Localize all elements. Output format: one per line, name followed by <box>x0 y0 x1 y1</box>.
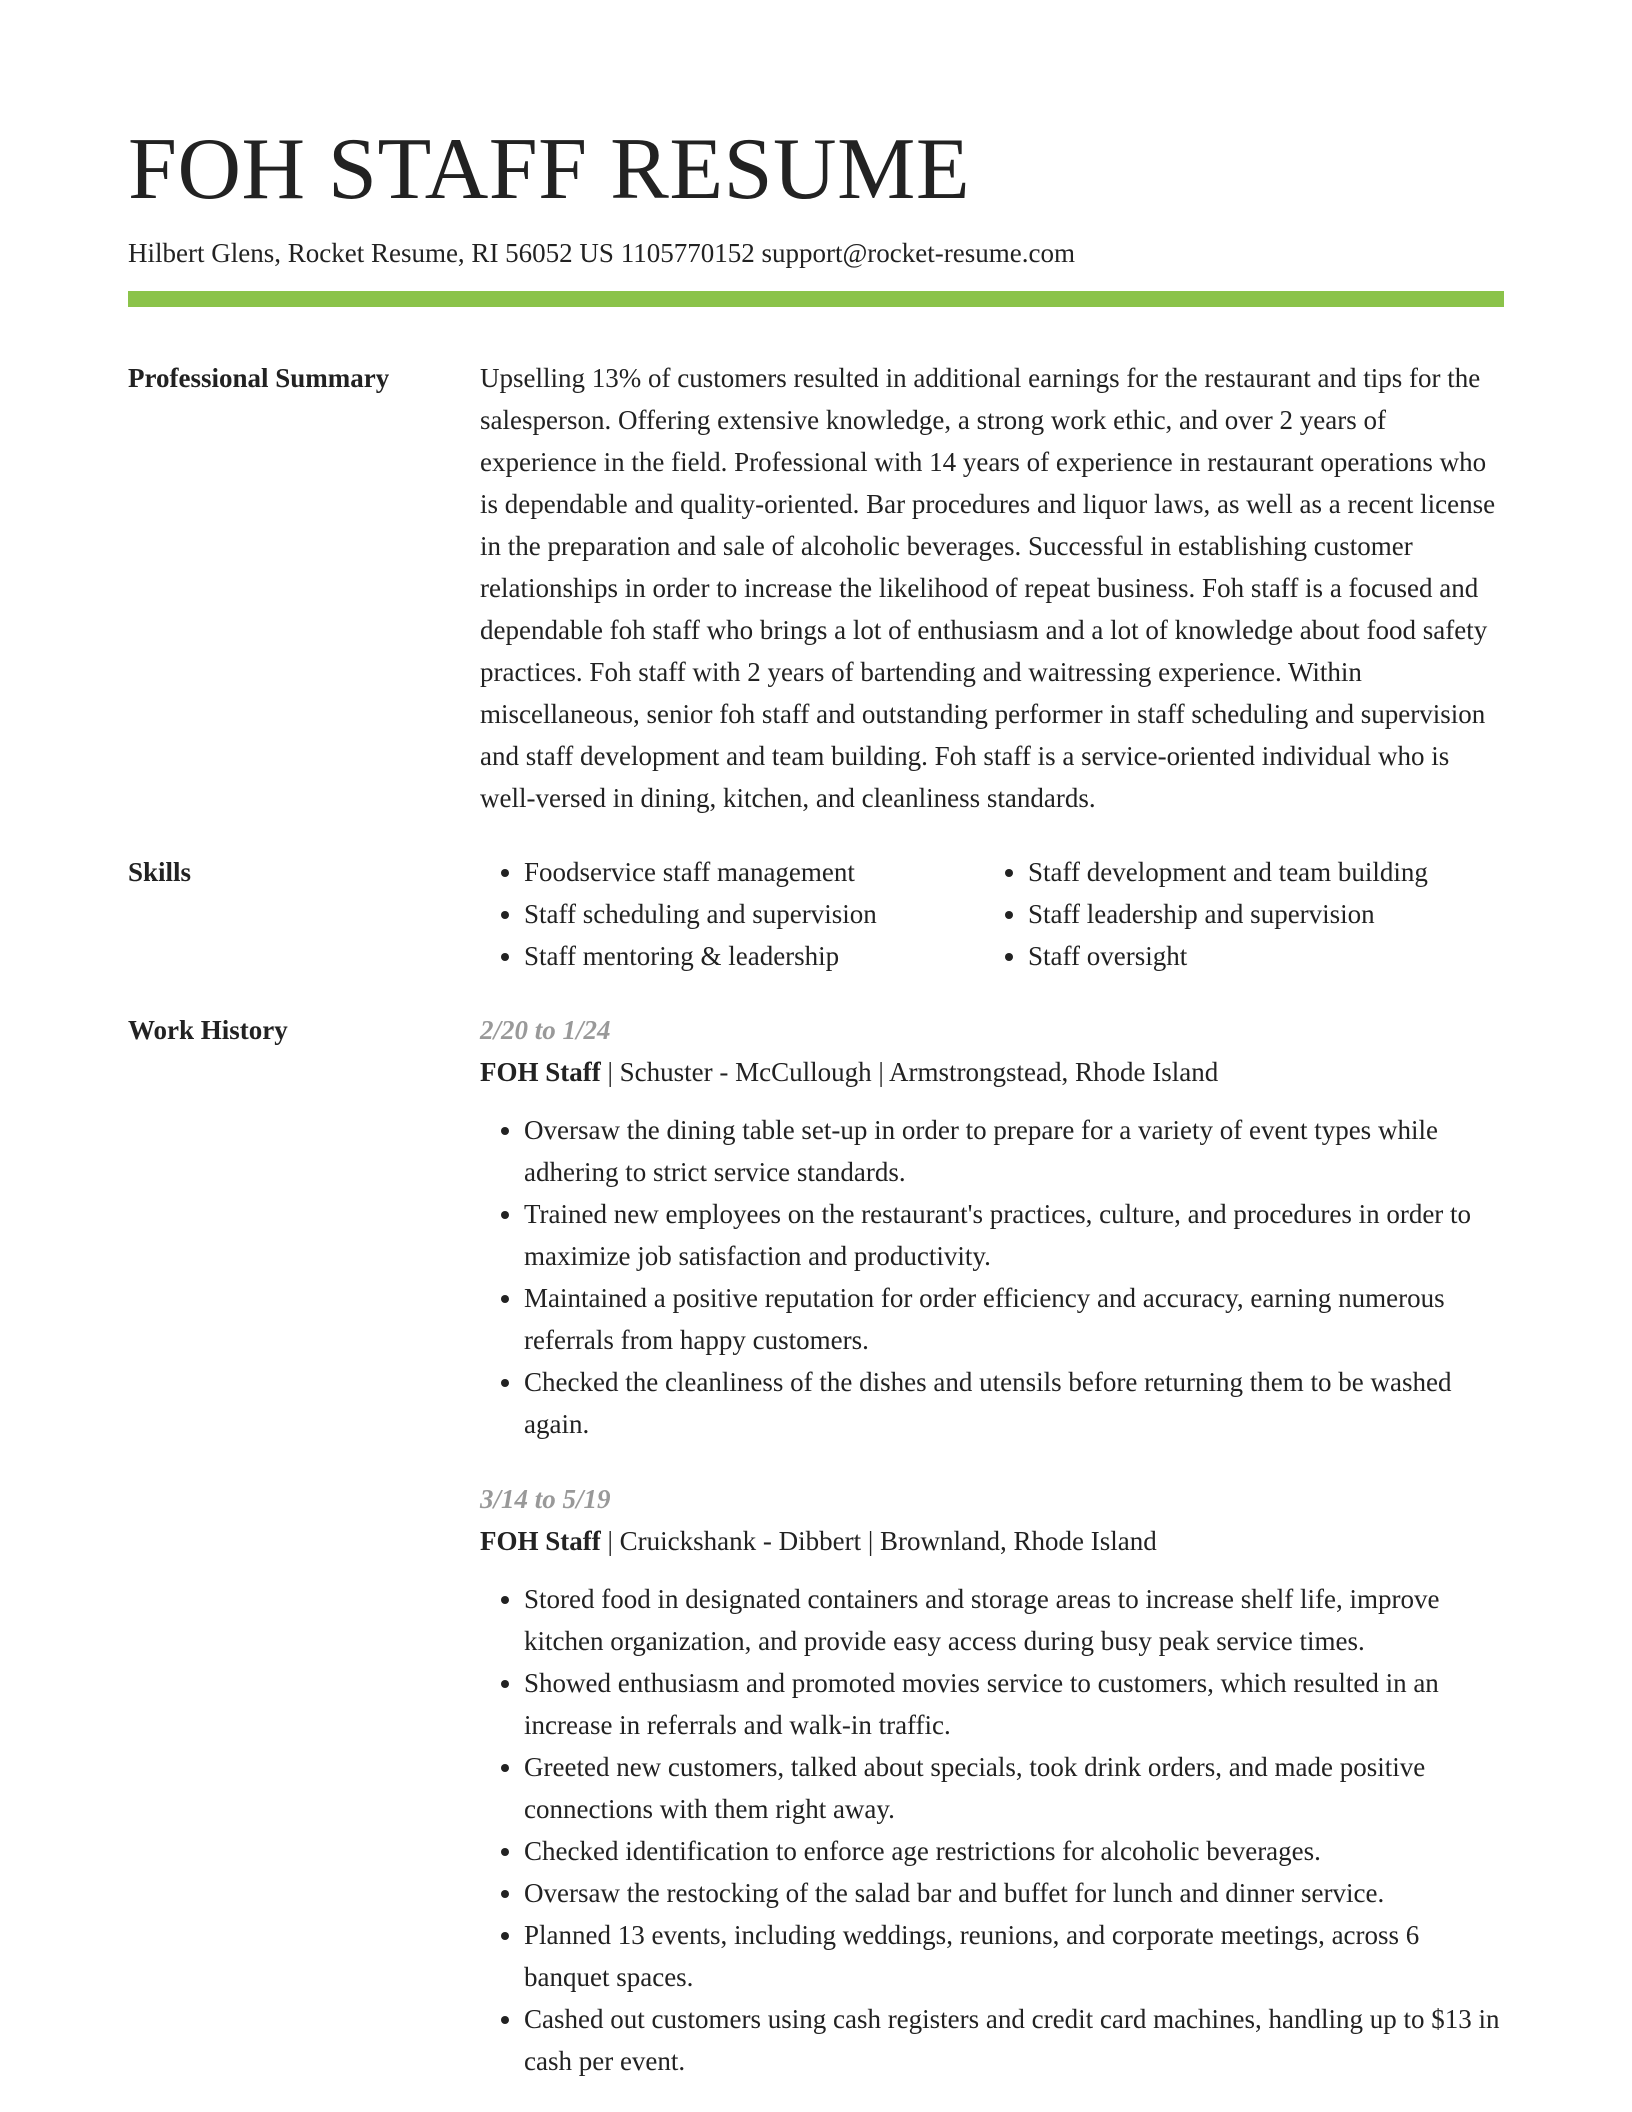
job-entry <box>480 1009 1504 1445</box>
job-bullet: • Oversaw the restocking of the salad bar and buffet for lunch and dinner service. <box>524 1872 1504 1914</box>
skill-item: • Staff mentoring & leadership <box>524 935 984 977</box>
page-title: FOH STAFF RESUME <box>128 121 971 218</box>
job-bullets <box>480 1578 1504 2082</box>
job-heading <box>480 1520 1504 1562</box>
skill-item: • Staff leadership and supervision <box>1028 893 1488 935</box>
job-entry <box>480 1478 1504 2082</box>
job-details: | Cruickshank - Dibbert | Brownland, Rhode Island <box>600 1526 1157 1556</box>
job-bullet: • Trained new employees on the restaurant's practices, culture, and procedures in order to maximize job satisfaction and productivity. <box>524 1193 1504 1277</box>
job-bullet: • Showed enthusiasm and promoted movies service to customers, which resulted in an increase in referrals and walk-in traffic. <box>524 1662 1504 1746</box>
resume-page <box>128 0 1504 2082</box>
header-divider <box>128 291 1504 307</box>
skills-column <box>984 851 1488 977</box>
section-label-summary: Professional Summary <box>128 363 390 393</box>
job-bullets <box>480 1109 1504 1445</box>
section-label-skills: Skills <box>128 857 192 887</box>
skills-column <box>480 851 984 977</box>
skill-item: • Staff development and team building <box>1028 851 1488 893</box>
job-bullet: • Oversaw the dining table set-up in order to prepare for a variety of event types while adhering to strict service standards. <box>524 1109 1504 1193</box>
contact-line: Hilbert Glens, Rocket Resume, RI 56052 US 1105770152 support@rocket-resume.com <box>128 238 1075 268</box>
job-dates: 3/14 to 5/19 <box>480 1484 611 1514</box>
work-history-section <box>128 1009 1504 2082</box>
skill-item: • Staff scheduling and supervision <box>524 893 984 935</box>
job-bullet: • Greeted new customers, talked about specials, took drink orders, and made positive connections with them right away. <box>524 1746 1504 1830</box>
job-dates: 2/20 to 1/24 <box>480 1015 611 1045</box>
job-bullet: • Checked identification to enforce age restrictions for alcoholic beverages. <box>524 1830 1504 1872</box>
job-bullet: • Cashed out customers using cash registers and credit card machines, handling up to $13 in cash per event. <box>524 1998 1504 2082</box>
job-bullet: • Planned 13 events, including weddings, reunions, and corporate meetings, across 6 banquet spaces. <box>524 1914 1504 1998</box>
skill-item: • Staff oversight <box>1028 935 1488 977</box>
skill-item: • Foodservice staff management <box>524 851 984 893</box>
job-bullet: • Checked the cleanliness of the dishes and utensils before returning them to be washed again. <box>524 1361 1504 1445</box>
professional-summary-section <box>128 357 1504 819</box>
section-label-work: Work History <box>128 1015 288 1045</box>
job-title: FOH Staff <box>480 1057 601 1087</box>
job-bullet: • Maintained a positive reputation for order efficiency and accuracy, earning numerous referrals from happy customers. <box>524 1277 1504 1361</box>
job-title: FOH Staff <box>480 1526 601 1556</box>
job-details: | Schuster - McCullough | Armstrongstead, Rhode Island <box>600 1057 1219 1087</box>
summary-text: Upselling 13% of customers resulted in additional earnings for the restaurant and tips for the salesperson. Offering extensive knowledge, a strong work ethic, and over 2 years of experience in the field. Professional with 14 years of experience in restaurant operations who is dependable and quality-oriented. Bar procedures and liquor laws, as well as a recent license in the preparation and sale of alcoholic beverages. Successful in establishing customer relationships in order to increase the likelihood of repeat business. Foh staff is a focused and dependable foh staff who brings a lot of enthusiasm and a lot of knowledge about food safety practices. Foh staff with 2 years of bartending and waitressing experience. Within miscellaneous, senior foh staff and outstanding performer in staff scheduling and supervision and staff development and team building. Foh staff is a service-oriented individual who is well-versed in dining, kitchen, and cleanliness standards. <box>480 363 1496 813</box>
skills-grid <box>480 851 1504 977</box>
skills-section <box>128 851 1504 977</box>
job-bullet: • Stored food in designated containers and storage areas to increase shelf life, improve kitchen organization, and provide easy access during busy peak service times. <box>524 1578 1504 1662</box>
job-heading <box>480 1051 1504 1093</box>
